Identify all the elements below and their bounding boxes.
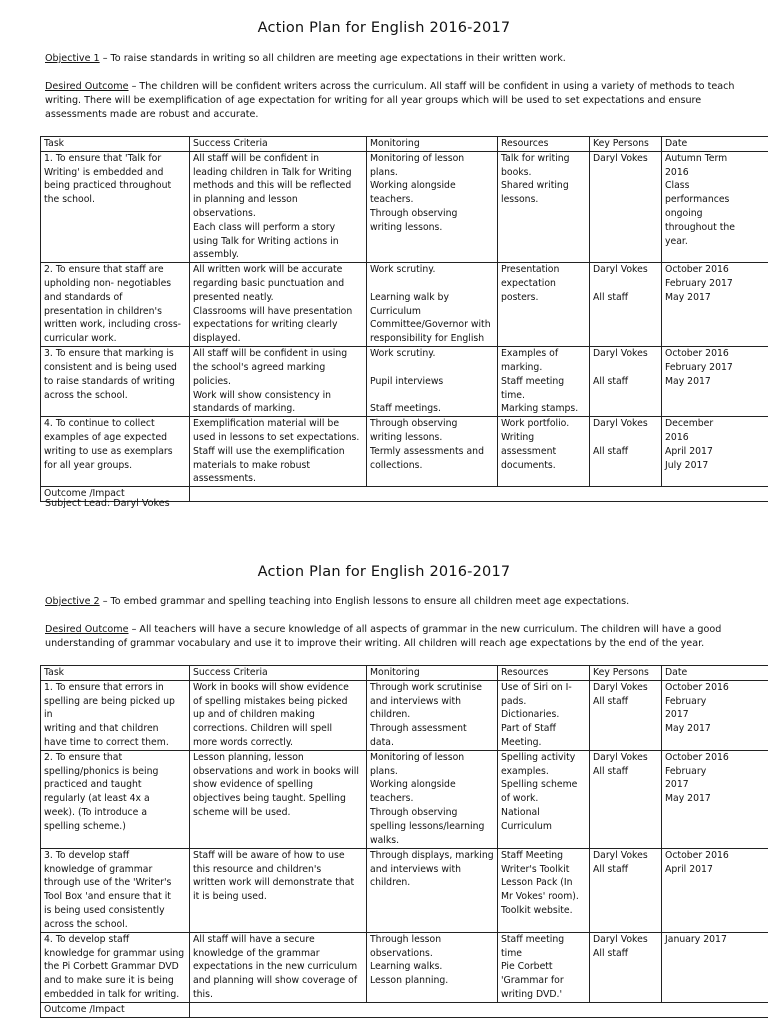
- cell-resources: Staff meeting time Pie Corbett 'Grammar for writing DVD.': [498, 932, 590, 1002]
- cell-task: 2. To ensure that spelling/phonics is being practiced and taught regularly (at least 4x a week). (To introduce a spelling scheme.): [41, 750, 190, 848]
- cell-task: 4. To continue to collect examples of age expected writing to use as exemplars for all year groups.: [41, 417, 190, 487]
- header-date: Date: [662, 137, 768, 152]
- section2-title: Action Plan for English 2016-2017: [257, 564, 511, 580]
- section1-title: Action Plan for English 2016-2017: [257, 20, 511, 36]
- cell-key-persons: Daryl Vokes: [590, 151, 662, 262]
- section2-objective: [45, 595, 735, 609]
- header-monitoring: Monitoring: [367, 666, 498, 681]
- cell-key-persons: Daryl Vokes All staff: [590, 750, 662, 848]
- subject-lead: Subject Lead: Daryl Vokes: [45, 498, 170, 509]
- cell-success-criteria: All staff will have a secure knowledge of the grammar expectations in the new curriculum and planning will show coverage of this.: [190, 932, 367, 1002]
- section2-outcome-label: Desired Outcome: [45, 624, 129, 635]
- section2-outcome-text: – All teachers will have a secure knowledge of all aspects of grammar in the new curriculum. The children will have a good understanding of grammar vocabulary and use it to improve their writing. All children will reach age expectations by the end of the year.: [45, 624, 722, 649]
- cell-monitoring: Monitoring of lesson plans. Working alongside teachers. Through observing spelling lessons/learning walks.: [367, 750, 498, 848]
- cell-task: 3. To ensure that marking is consistent and is being used to raise standards of writing across the school.: [41, 347, 190, 417]
- cell-key-persons: Daryl Vokes All staff: [590, 848, 662, 932]
- section1-desired-outcome: [45, 80, 735, 122]
- cell-task: 1. To ensure that 'Talk for Writing' is embedded and being practiced throughout the school.: [41, 151, 190, 262]
- header-monitoring: Monitoring: [367, 137, 498, 152]
- cell-date: October 2016 April 2017: [662, 848, 768, 932]
- header-key-persons: Key Persons: [590, 137, 662, 152]
- cell-task: 1. To ensure that errors in spelling are being picked up in writing and that children have time to correct them.: [41, 680, 190, 750]
- section2-objective-label: Objective 2: [45, 596, 100, 607]
- table-row: [41, 932, 768, 1002]
- header-key-persons: Key Persons: [590, 666, 662, 681]
- cell-task: 3. To develop staff knowledge of grammar through use of the 'Writer's Tool Box 'and ensure that it is being used consistently across the school.: [41, 848, 190, 932]
- cell-resources: Talk for writing books. Shared writing lessons.: [498, 151, 590, 262]
- section1-plan-table: [40, 136, 768, 502]
- cell-key-persons: Daryl Vokes All staff: [590, 680, 662, 750]
- cell-monitoring: Through lesson observations. Learning walks. Lesson planning.: [367, 932, 498, 1002]
- section2-objective-text: – To embed grammar and spelling teaching into English lessons to ensure all children meet age expectations.: [99, 596, 630, 607]
- cell-date: October 2016 February 2017 May 2017: [662, 680, 768, 750]
- section1-objective-text: – To raise standards in writing so all children are meeting age expectations in their written work.: [99, 53, 566, 64]
- cell-key-persons: Daryl Vokes All staff: [590, 417, 662, 487]
- outcome-impact-label: Outcome /Impact: [41, 487, 190, 502]
- cell-success-criteria: All staff will be confident in using the school's agreed marking policies. Work will show consistency in standards of marking.: [190, 347, 367, 417]
- cell-date: October 2016 February 2017 May 2017: [662, 347, 768, 417]
- outcome-impact-label: Outcome /Impact: [41, 1002, 190, 1017]
- table-header-row: [41, 137, 768, 152]
- cell-success-criteria: All written work will be accurate regarding basic punctuation and presented neatly. Classrooms will have presentation expectations for writing clearly displayed.: [190, 263, 367, 347]
- cell-monitoring: Through observing writing lessons. Termly assessments and collections.: [367, 417, 498, 487]
- cell-success-criteria: All staff will be confident in leading children in Talk for Writing methods and this will be reflected in planning and lesson observations. Each class will perform a story using Talk for Writing actions in assembly.: [190, 151, 367, 262]
- cell-monitoring: Through displays, marking and interviews with children.: [367, 848, 498, 932]
- outcome-impact-cell: [190, 1002, 768, 1017]
- cell-task: 2. To ensure that staff are upholding non- negotiables and standards of presentation in children's written work, including cross- curricular work.: [41, 263, 190, 347]
- cell-date: January 2017: [662, 932, 768, 1002]
- cell-task: 4. To develop staff knowledge for grammar using the Pi Corbett Grammar DVD and to make sure it is being embedded in talk for writing.: [41, 932, 190, 1002]
- cell-success-criteria: Exemplification material will be used in lessons to set expectations. Staff will use the exemplification materials to make robust assessments.: [190, 417, 367, 487]
- table-row: [41, 750, 768, 848]
- cell-resources: Staff Meeting Writer's Toolkit Lesson Pack (In Mr Vokes' room). Toolkit website.: [498, 848, 590, 932]
- table-row: [41, 263, 768, 347]
- header-success-criteria: Success Criteria: [190, 137, 367, 152]
- header-task: Task: [41, 137, 190, 152]
- cell-date: October 2016 February 2017 May 2017: [662, 750, 768, 848]
- cell-date: December 2016 April 2017 July 2017: [662, 417, 768, 487]
- cell-resources: Examples of marking. Staff meeting time. Marking stamps.: [498, 347, 590, 417]
- header-resources: Resources: [498, 137, 590, 152]
- cell-success-criteria: Lesson planning, lesson observations and work in books will show evidence of spelling objectives being taught. Spelling scheme will be used.: [190, 750, 367, 848]
- cell-resources: Spelling activity examples. Spelling scheme of work. National Curriculum: [498, 750, 590, 848]
- cell-monitoring: Work scrutiny. Learning walk by Curriculum Committee/Governor with responsibility for English: [367, 263, 498, 347]
- table-header-row: [41, 666, 768, 681]
- header-resources: Resources: [498, 666, 590, 681]
- cell-date: Autumn Term 2016 Class performances ongoing throughout the year.: [662, 151, 768, 262]
- cell-resources: Presentation expectation posters.: [498, 263, 590, 347]
- cell-date: October 2016 February 2017 May 2017: [662, 263, 768, 347]
- section1-objective: [45, 52, 735, 66]
- cell-monitoring: Through work scrutinise and interviews with children. Through assessment data.: [367, 680, 498, 750]
- outcome-impact-cell: [190, 487, 768, 502]
- cell-monitoring: Monitoring of lesson plans. Working alongside teachers. Through observing writing lessons.: [367, 151, 498, 262]
- table-row: [41, 347, 768, 417]
- table-row: [41, 848, 768, 932]
- section1-outcome-text: – The children will be confident writers across the curriculum. All staff will be confident in using a variety of methods to teach writing. There will be exemplification of age expectation for writing for all year groups which will be used to set expectations and ensure assessments made are robust and accurate.: [45, 81, 735, 120]
- cell-monitoring: Work scrutiny. Pupil interviews Staff meetings.: [367, 347, 498, 417]
- cell-key-persons: Daryl Vokes All staff: [590, 932, 662, 1002]
- section2-desired-outcome: [45, 623, 735, 651]
- header-date: Date: [662, 666, 768, 681]
- cell-success-criteria: Work in books will show evidence of spelling mistakes being picked up and of children making corrections. Children will spell more words correctly.: [190, 680, 367, 750]
- section1-outcome-label: Desired Outcome: [45, 81, 129, 92]
- section1-objective-label: Objective 1: [45, 53, 100, 64]
- outcome-impact-row: [41, 1002, 768, 1017]
- table-row: [41, 417, 768, 487]
- cell-resources: Work portfolio. Writing assessment documents.: [498, 417, 590, 487]
- section2-plan-table: [40, 665, 768, 1018]
- header-task: Task: [41, 666, 190, 681]
- header-success-criteria: Success Criteria: [190, 666, 367, 681]
- cell-key-persons: Daryl Vokes All staff: [590, 263, 662, 347]
- table-row: [41, 680, 768, 750]
- cell-resources: Use of Siri on I- pads. Dictionaries. Part of Staff Meeting.: [498, 680, 590, 750]
- cell-success-criteria: Staff will be aware of how to use this resource and children's written work will demonstrate that it is being used.: [190, 848, 367, 932]
- cell-key-persons: Daryl Vokes All staff: [590, 347, 662, 417]
- table-row: [41, 151, 768, 262]
